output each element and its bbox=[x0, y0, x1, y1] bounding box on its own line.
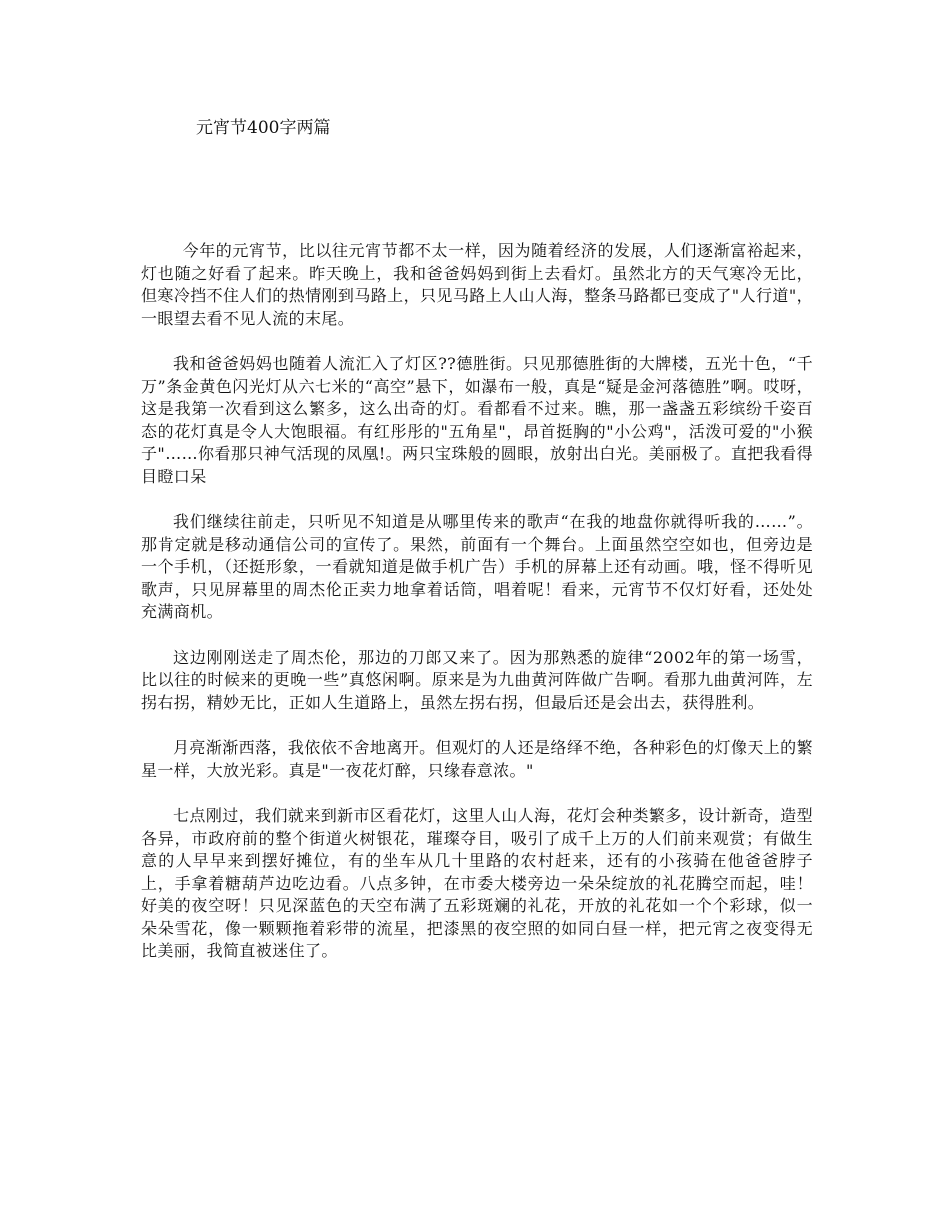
document-title: 元宵节400字两篇 bbox=[196, 118, 331, 138]
paragraph-5: 月亮渐渐西落，我依依不舍地离开。但观灯的人还是络绎不绝，各种彩色的灯像天上的繁星一样，大放光彩。真是"一夜花灯醉，只缘春意浓。" bbox=[141, 738, 813, 780]
paragraph-6: 七点刚过，我们就来到新市区看花灯，这里人山人海，花灯会种类繁多，设计新奇，造型各异，市政府前的整个街道火树银花，璀璨夺目，吸引了成千上万的人们前来观赏；有做生意的人早早来到摆好摊位，有的坐车从几十里路的农村赶来，还有的小孩骑在他爸爸脖子上，手拿着糖葫芦边吃边看。八点多钟，在市委大楼旁边一朵朵绽放的礼花腾空而起，哇！好美的夜空呀！只见深蓝色的天空布满了五彩斑斓的礼花，开放的礼花如一个个彩球，似一朵朵雪花，像一颗颗拖着彩带的流星，把漆黑的夜空照的如同白昼一样，把元宵之夜变得无比美丽，我简直被迷住了。 bbox=[141, 806, 813, 960]
paragraph-3: 我们继续往前走，只听见不知道是从哪里传来的歌声“在我的地盘你就得听我的……”。那肯定就是移动通信公司的宣传了。果然，前面有一个舞台。上面虽然空空如也，但旁边是一个手机，（还挺形象，一看就知道是做手机广告）手机的屏幕上还有动画。哦，怪不得听见歌声，只见屏幕里的周杰伦正卖力地拿着话筒，唱着呢！看来，元宵节不仅灯好看，还处处充满商机。 bbox=[141, 512, 813, 621]
paragraph-2: 我和爸爸妈妈也随着人流汇入了灯区??德胜街。只见那德胜街的大牌楼，五光十色，“千万”条金黄色闪光灯从六七米的“高空”悬下，如瀑布一般，真是“疑是金河落德胜”啊。哎呀，这是我第一次看到这么繁多，这么出奇的灯。看都看不过来。瞧，那一盏盏五彩缤纷千姿百态的花灯真是令人大饱眼福。有红彤彤的"五角星"，昂首挺胸的"小公鸡"，活泼可爱的"小猴子"……你看那只神气活现的凤凰!。两只宝珠般的圆眼，放射出白光。美丽极了。直把我看得目瞪口呆 bbox=[141, 354, 813, 486]
paragraph-1: 今年的元宵节，比以往元宵节都不太一样，因为随着经济的发展，人们逐渐富裕起来，灯也随之好看了起来。昨天晚上，我和爸爸妈妈到街上去看灯。虽然北方的天气寒冷无比，但寒冷挡不住人们的热情刚到马路上，只见马路上人山人海，整条马路都已变成了"人行道"，一眼望去看不见人流的末尾。 bbox=[141, 241, 813, 328]
paragraph-4: 这边刚刚送走了周杰伦，那边的刀郎又来了。因为那熟悉的旋律“2002年的第一场雪，比以往的时候来的更晚一些”真悠闲啊。原来是为九曲黄河阵做广告啊。看那九曲黄河阵，左拐右拐，精妙无比，正如人生道路上，虽然左拐右拐，但最后还是会出去，获得胜利。 bbox=[141, 647, 813, 712]
document-body bbox=[141, 240, 813, 986]
